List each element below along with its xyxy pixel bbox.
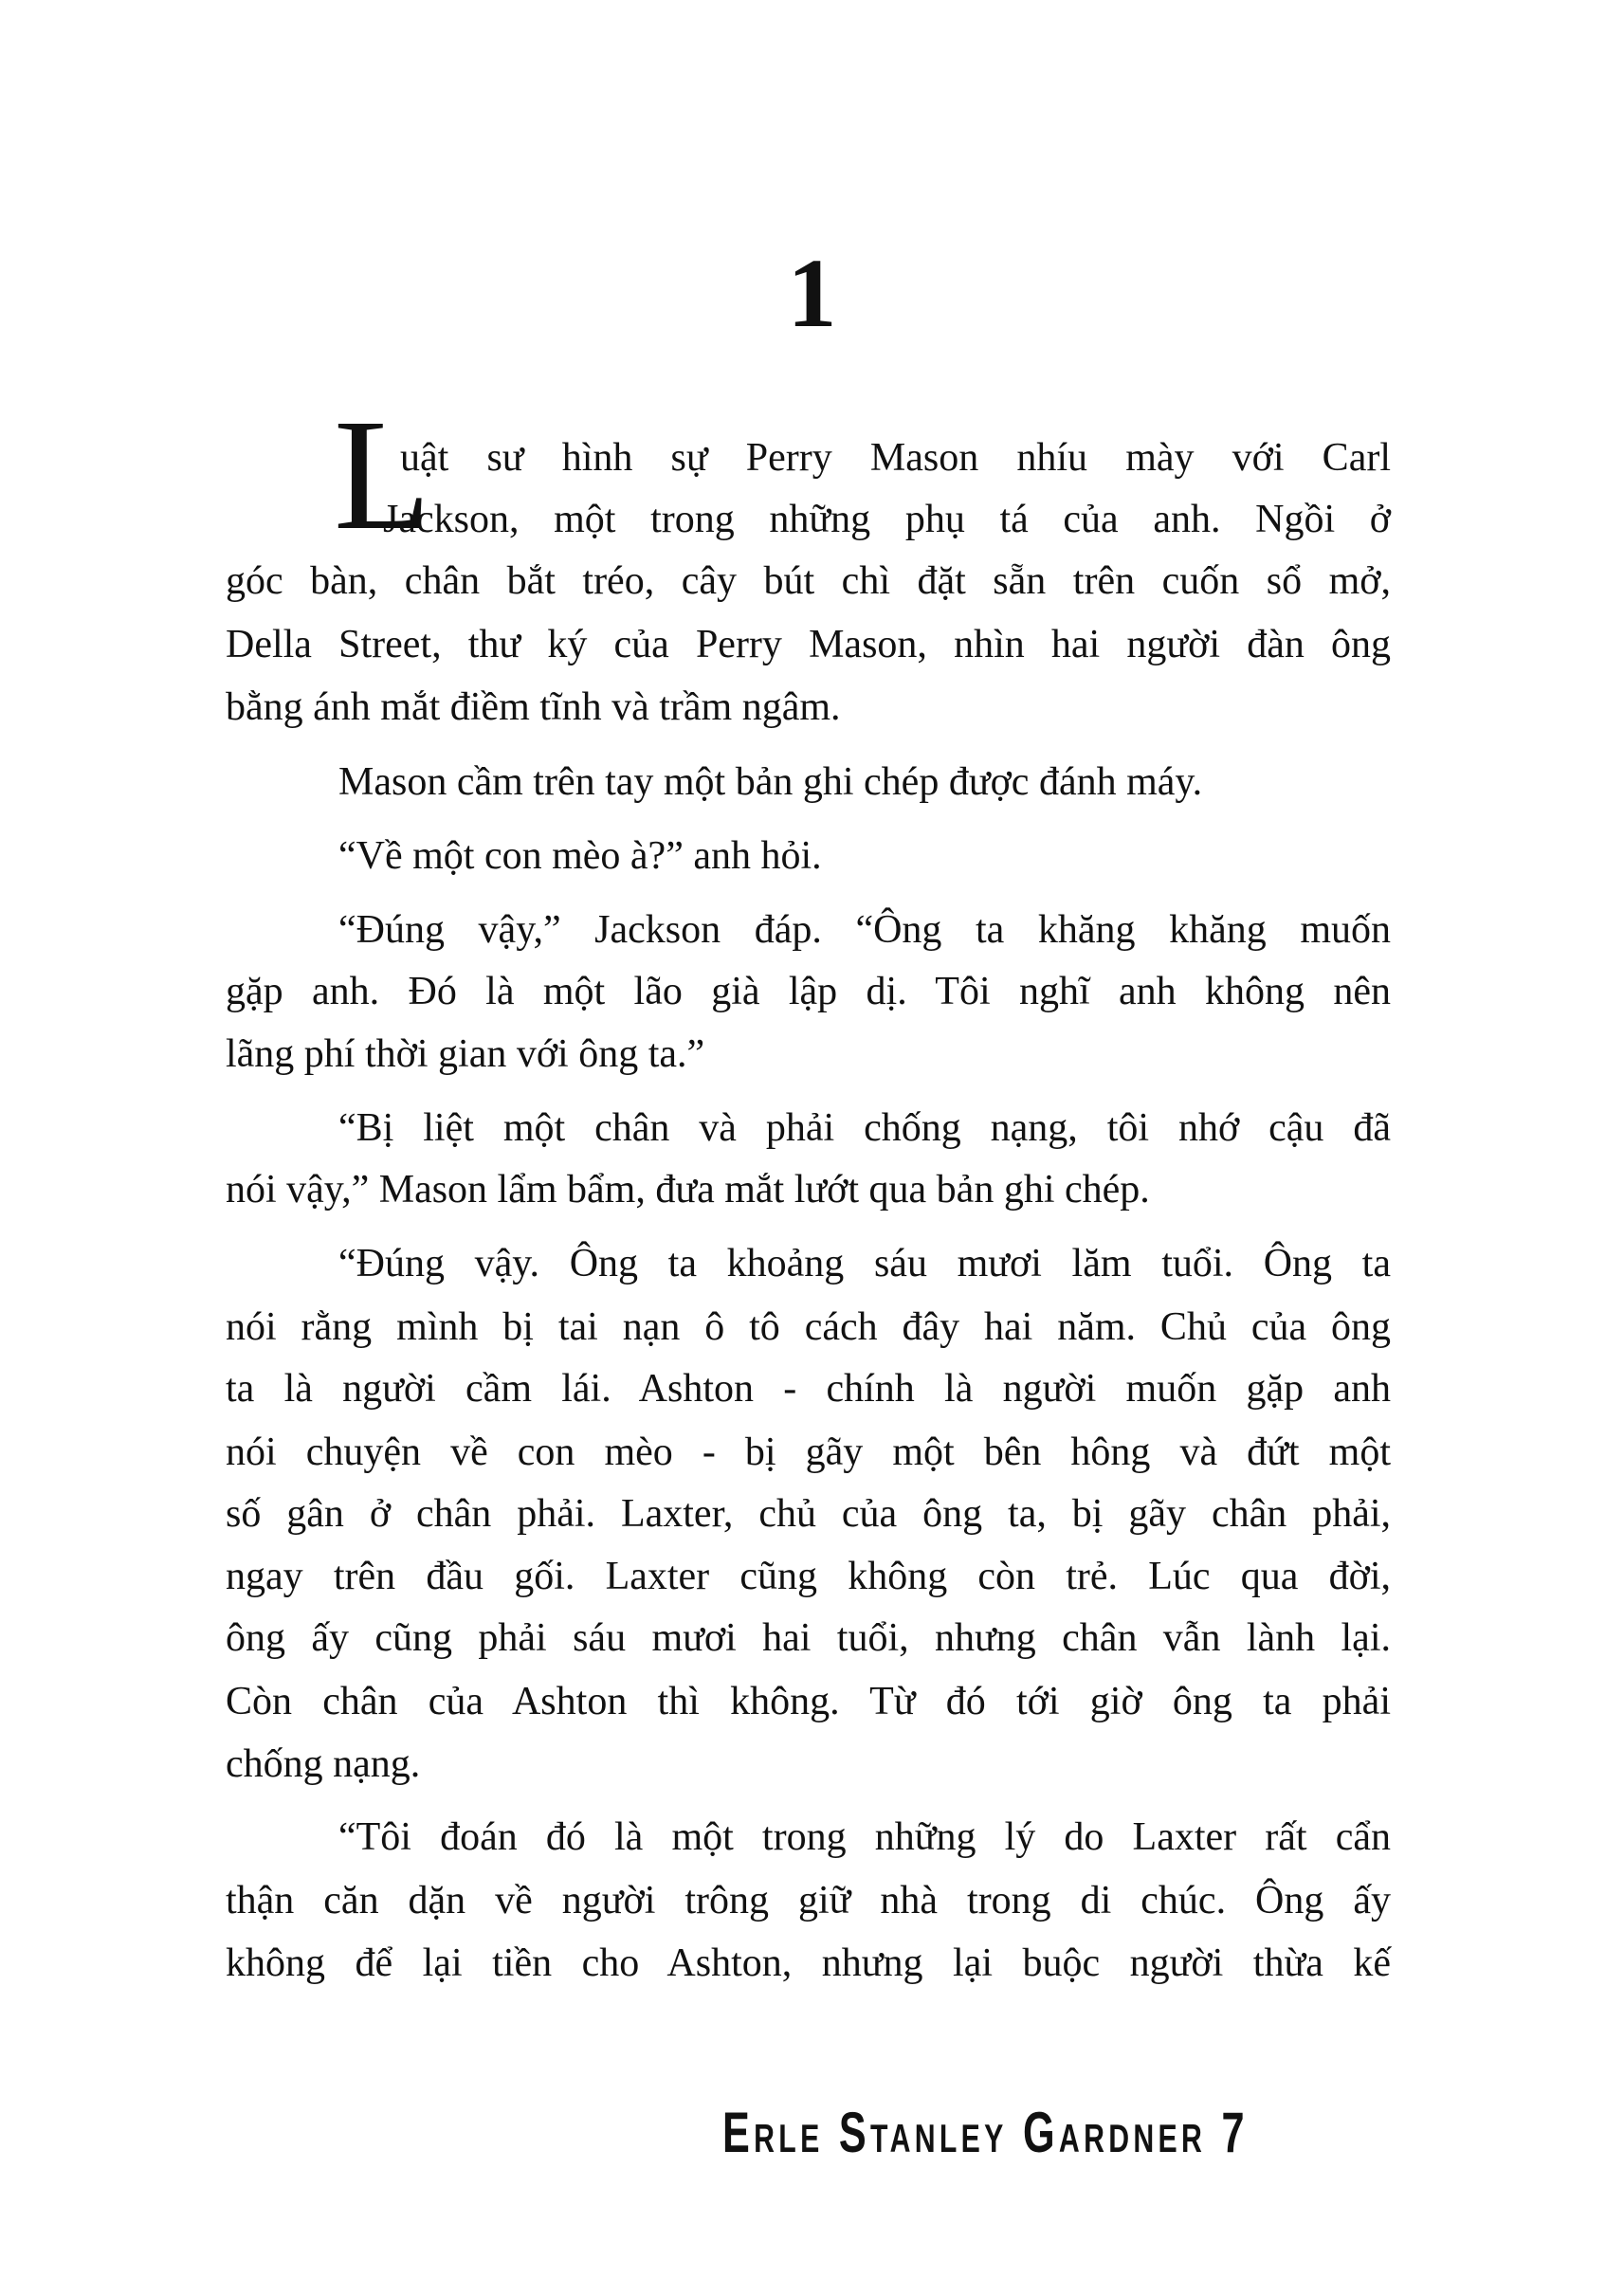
text-line: Mason cầm trên tay một bản ghi chép được đánh máy. bbox=[338, 760, 1203, 804]
text-line: ông ấy cũng phải sáu mươi hai tuổi, nhưng chân vẫn lành lại. bbox=[226, 1616, 1391, 1660]
text-line: lãng phí thời gian với ông ta.” bbox=[226, 1032, 705, 1076]
text-line: “Đúng vậy. Ông ta khoảng sáu mươi lăm tuổi. Ông ta bbox=[338, 1242, 1391, 1285]
text-line: thận căn dặn về người trông giữ nhà trong di chúc. Ông ấy bbox=[226, 1879, 1391, 1922]
text-line: ngay trên đầu gối. Laxter cũng không còn trẻ. Lúc qua đời, bbox=[226, 1555, 1391, 1598]
text-line: số gân ở chân phải. Laxter, chủ của ông ta, bị gãy chân phải, bbox=[226, 1492, 1391, 1536]
text-line: không để lại tiền cho Ashton, nhưng lại buộc người thừa kế bbox=[226, 1941, 1391, 1985]
chapter-number: 1 bbox=[787, 239, 837, 348]
text-line: “Bị liệt một chân và phải chống nạng, tôi nhớ cậu đã bbox=[338, 1106, 1391, 1150]
drop-cap: L bbox=[334, 387, 431, 563]
text-line: “Đúng vậy,” Jackson đáp. “Ông ta khăng khăng muốn bbox=[338, 908, 1391, 952]
text-line: Còn chân của Ashton thì không. Từ đó tới giờ ông ta phải bbox=[226, 1680, 1391, 1723]
text-line: góc bàn, chân bắt tréo, cây bút chì đặt sẵn trên cuốn sổ mở, bbox=[226, 559, 1391, 603]
text-line: Della Street, thư ký của Perry Mason, nhìn hai người đàn ông bbox=[226, 623, 1391, 666]
text-line: gặp anh. Đó là một lão già lập dị. Tôi nghĩ anh không nên bbox=[226, 970, 1391, 1013]
text-line: nói rằng mình bị tai nạn ô tô cách đây hai năm. Chủ của ông bbox=[226, 1305, 1391, 1349]
text-line: ta là người cầm lái. Ashton - chính là người muốn gặp anh bbox=[226, 1367, 1391, 1411]
page-number: 7 bbox=[1221, 2101, 1249, 2164]
text-line: nói chuyện về con mèo - bị gãy một bên hông và đứt một bbox=[226, 1430, 1391, 1474]
text-line: chống nạng. bbox=[226, 1742, 421, 1786]
text-line: “Về một con mèo à?” anh hỏi. bbox=[338, 834, 822, 878]
text-line: uật sư hình sự Perry Mason nhíu mày với Carl bbox=[400, 436, 1391, 480]
text-line: nói vậy,” Mason lẩm bẩm, đưa mắt lướt qua bản ghi chép. bbox=[226, 1168, 1150, 1212]
text-line: “Tôi đoán đó là một trong những lý do Laxter rất cẩn bbox=[338, 1815, 1391, 1859]
text-line: bằng ánh mắt điềm tĩnh và trầm ngâm. bbox=[226, 685, 841, 729]
running-head-author: Erle Stanley Gardner bbox=[722, 2101, 1207, 2164]
running-footer bbox=[722, 2097, 1249, 2169]
text-line: Jackson, một trong những phụ tá của anh. Ngồi ở bbox=[383, 498, 1391, 541]
